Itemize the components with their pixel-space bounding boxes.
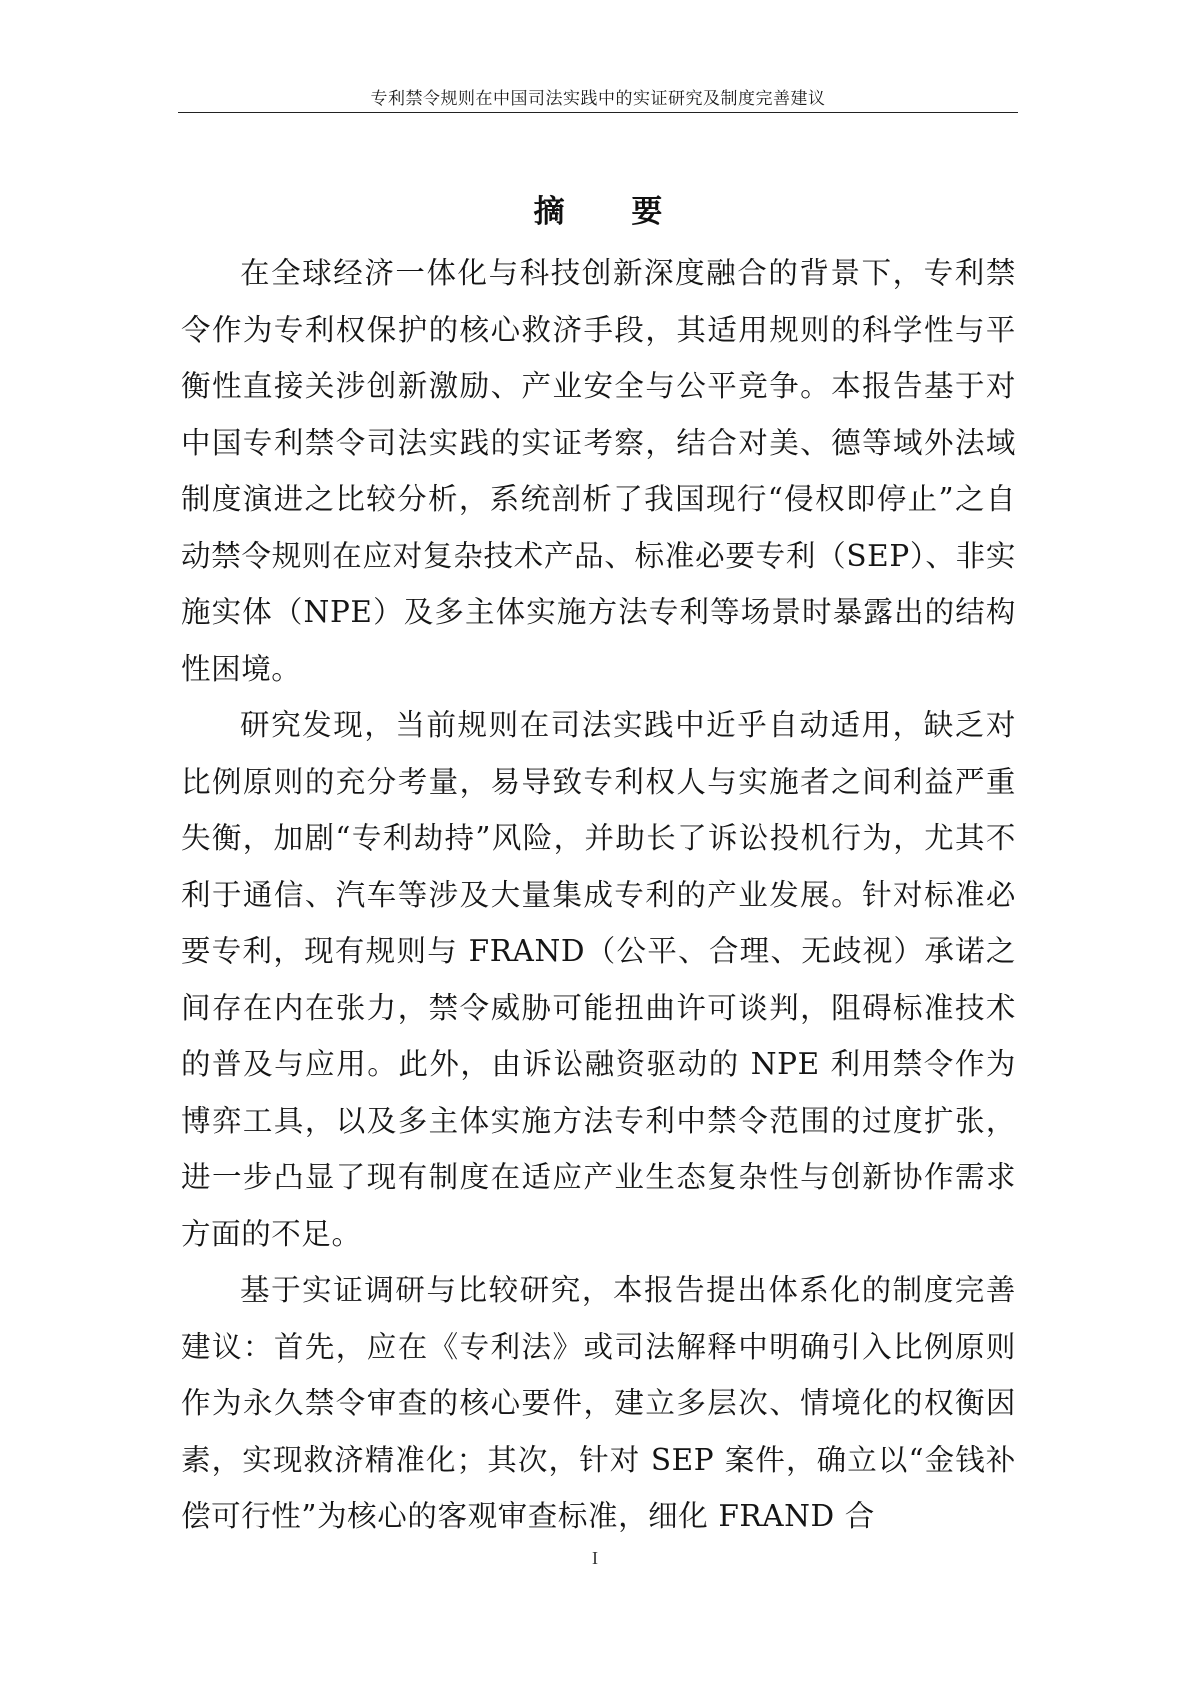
abstract-paragraph-2: 研究发现，当前规则在司法实践中近乎自动适用，缺乏对比例原则的充分考量，易导致专利权人与实施者之间利益严重失衡，加剧“专利劫持”风险，并助长了诉讼投机行为，尤其不利于通信、汽车等涉及大量集成专利的产业发展。针对标准必要专利，现有规则与 FRAND（公平、合理、无歧视）承诺之间存在内在张力，禁令威胁可能扭曲许可谈判，阻碍标准技术的普及与应用。此外，由诉讼融资驱动的 NPE 利用禁令作为博弈工具，以及多主体实施方法专利中禁令范围的过度扩张，进一步凸显了现有制度在适应产业生态复杂性与创新协作需求方面的不足。: [181, 708, 1016, 1251]
abstract-paragraph-3: 基于实证调研与比较研究，本报告提出体系化的制度完善建议：首先，应在《专利法》或司法解释中明确引入比例原则作为永久禁令审查的核心要件，建立多层次、情境化的权衡因素，实现救济精准化；其次，针对 SEP 案件，确立以“金钱补偿可行性”为核心的客观审查标准，细化 FRAND 合: [181, 1273, 1016, 1533]
page-number: I: [592, 1548, 598, 1568]
abstract-title: 摘 要: [533, 194, 691, 230]
abstract-body: [181, 245, 1016, 1545]
header-divider: [178, 112, 1018, 113]
running-header: 专利禁令规则在中国司法实践中的实证研究及制度完善建议: [370, 89, 826, 109]
abstract-paragraph-1: 在全球经济一体化与科技创新深度融合的背景下，专利禁令作为专利权保护的核心救济手段，其适用规则的科学性与平衡性直接关涉创新激励、产业安全与公平竞争。本报告基于对中国专利禁令司法实践的实证考察，结合对美、德等域外法域制度演进之比较分析，系统剖析了我国现行“侵权即停止”之自动禁令规则在应对复杂技术产品、标准必要专利（SEP）、非实施实体（NPE）及多主体实施方法专利等场景时暴露出的结构性困境。: [181, 256, 1016, 686]
